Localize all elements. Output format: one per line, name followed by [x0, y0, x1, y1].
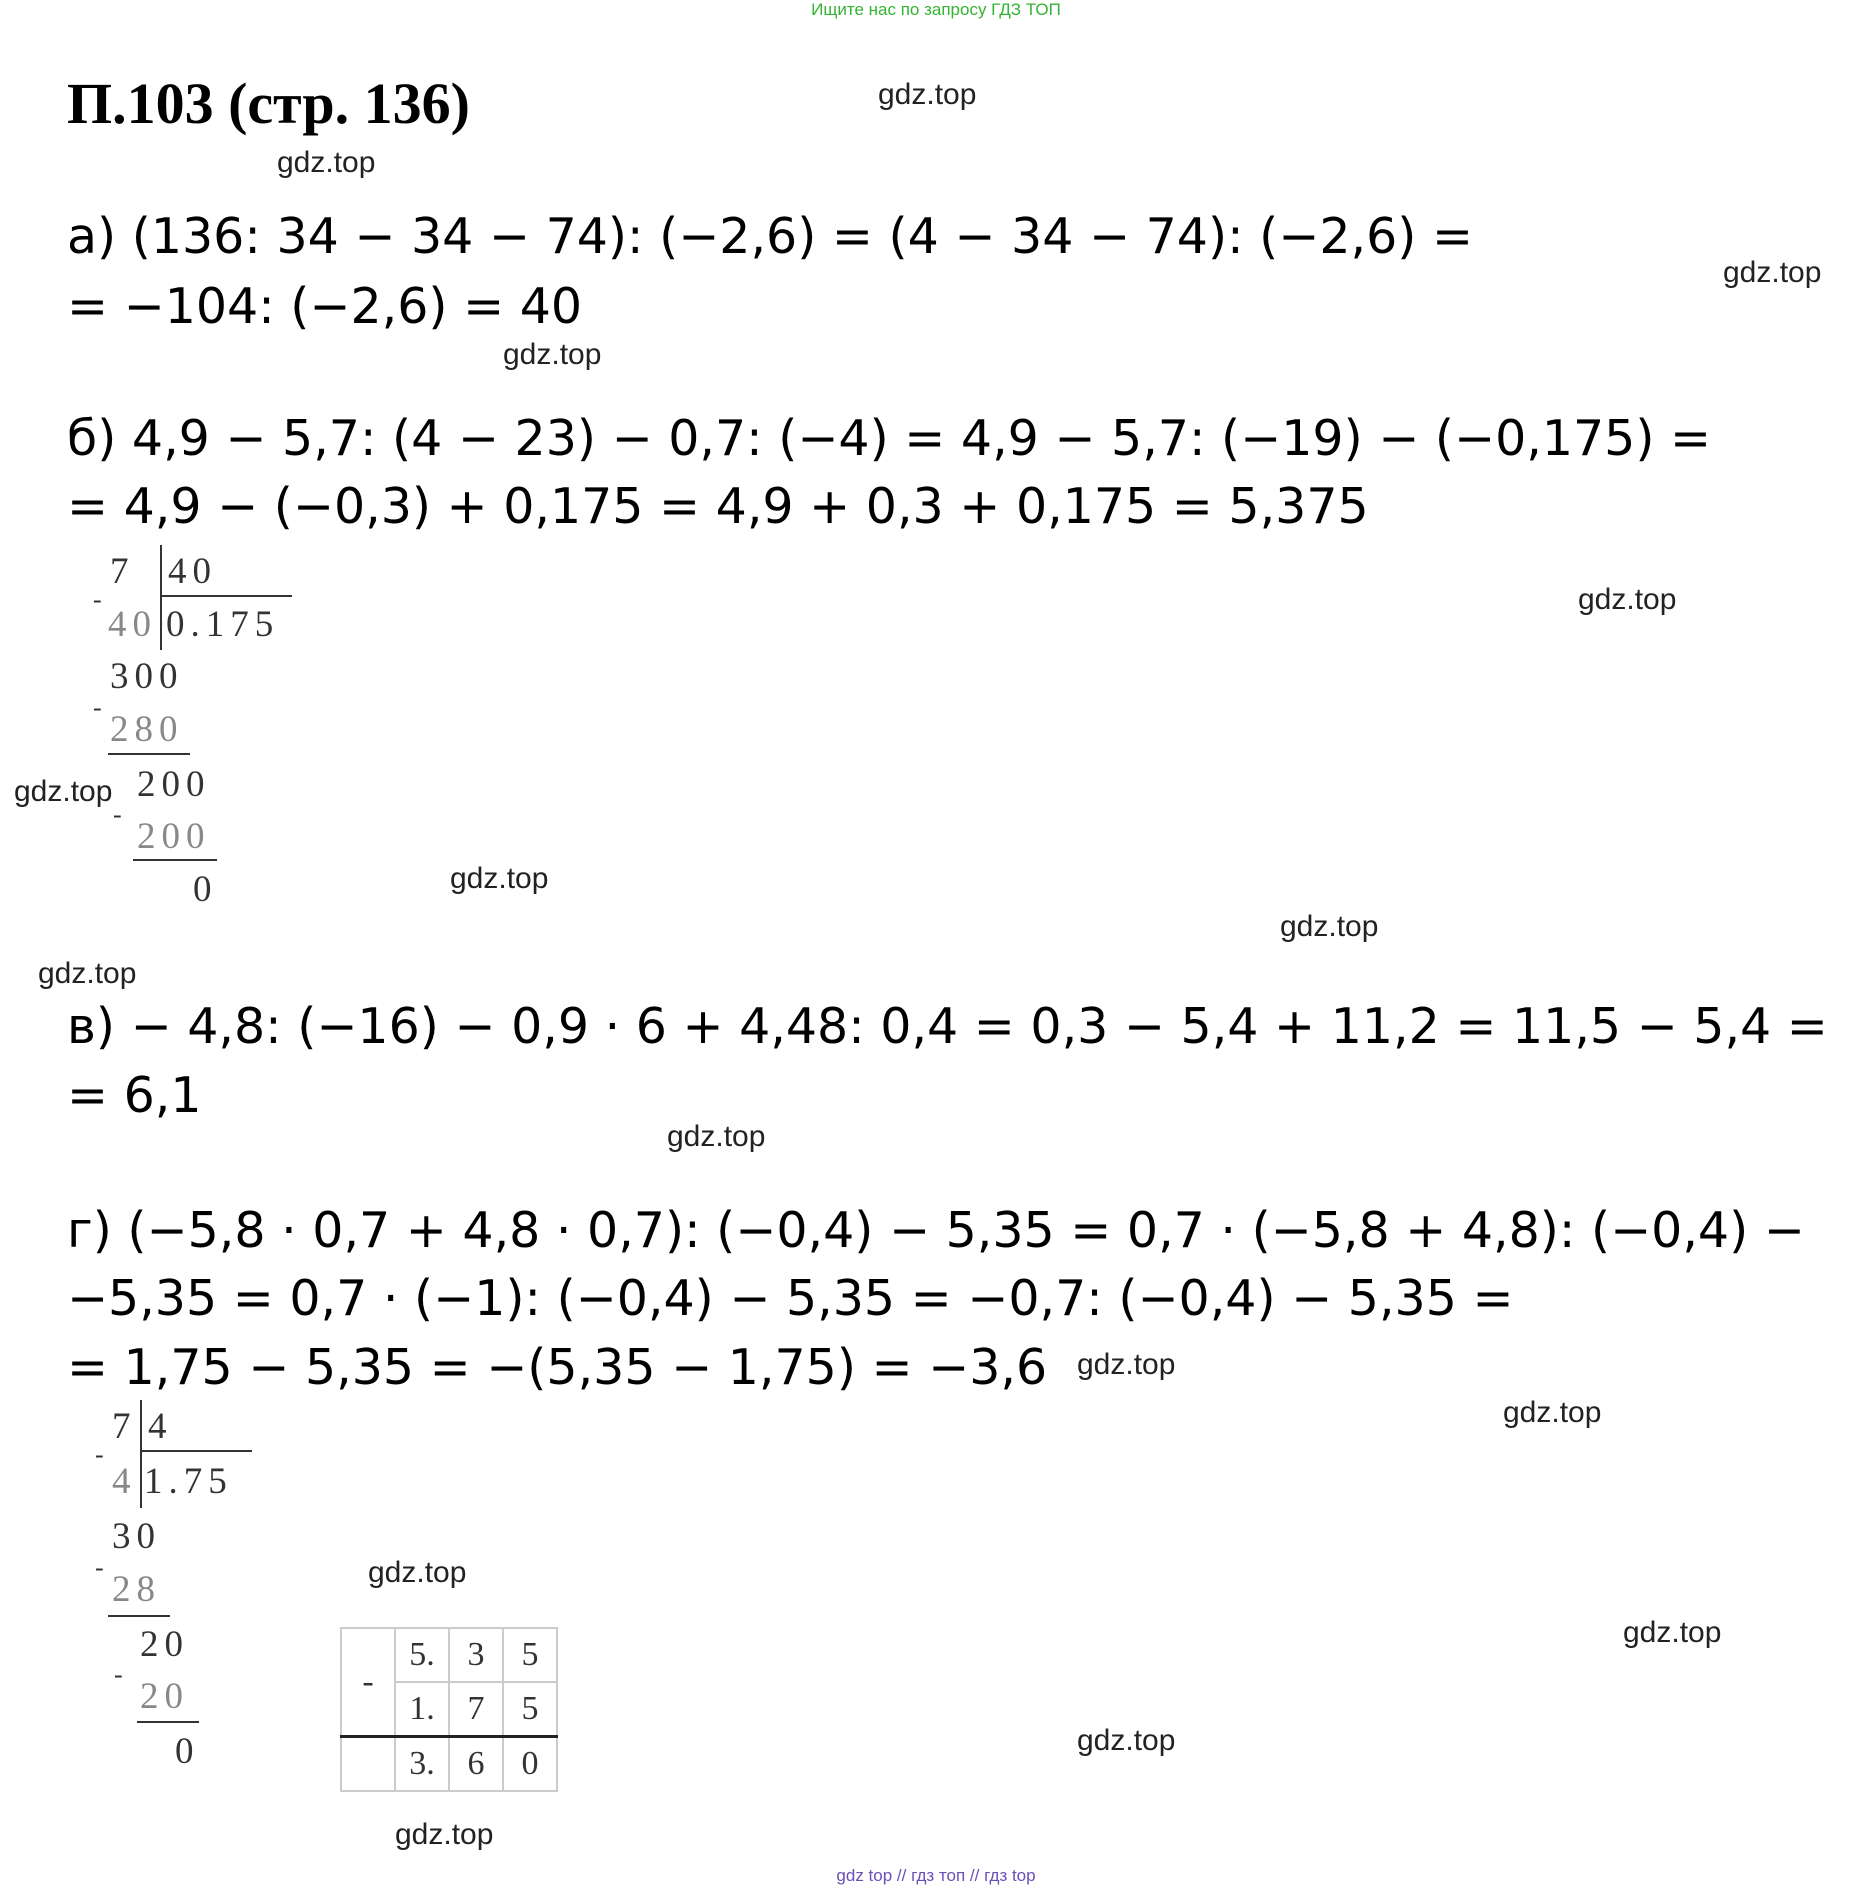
solution-v-line2: = 6,1 — [67, 1067, 202, 1124]
subtrahend: 28 — [112, 1569, 161, 1610]
page-title: П.103 (стр. 136) — [67, 71, 470, 136]
digit-cell: 1. — [395, 1682, 449, 1737]
subtrahend: 4 — [112, 1461, 137, 1502]
solution-a-line1: а) (136: 34 − 34 − 74): (−2,6) = (4 − 34 − 74): (−2,6) = — [67, 208, 1473, 265]
minus-sign: - — [114, 1660, 123, 1689]
digit-cell: 5 — [503, 1628, 557, 1682]
divisor: 4 — [148, 1406, 173, 1447]
watermark: gdz.top — [1077, 1724, 1176, 1757]
watermark: gdz.top — [1077, 1348, 1176, 1381]
watermark: gdz.top — [1578, 583, 1677, 616]
watermark: gdz.top — [1503, 1396, 1602, 1429]
empty-cell — [341, 1737, 395, 1792]
solution-g-line2: −5,35 = 0,7 · (−1): (−0,4) − 5,35 = −0,7: (−0,4) − 5,35 = — [67, 1270, 1514, 1327]
remainder: 0 — [193, 869, 218, 910]
divisor: 40 — [168, 551, 217, 592]
watermark: gdz.top — [1723, 256, 1822, 289]
division-bracket-vertical — [140, 1400, 142, 1508]
watermark: gdz.top — [503, 338, 602, 371]
digit-cell: 0 — [503, 1737, 557, 1792]
watermark: gdz.top — [14, 775, 113, 808]
watermark: gdz.top — [38, 957, 137, 990]
division-rule — [137, 1721, 199, 1723]
division-bracket-horizontal — [140, 1450, 252, 1452]
digit-cell: 3 — [449, 1628, 503, 1682]
remainder: 200 — [137, 764, 211, 805]
division-rule — [108, 1615, 170, 1617]
minus-sign: - — [95, 1553, 104, 1582]
remainder: 30 — [112, 1516, 161, 1557]
minus-sign: - — [93, 585, 102, 614]
solution-b-line2: = 4,9 − (−0,3) + 0,175 = 4,9 + 0,3 + 0,175 = 5,375 — [67, 478, 1369, 535]
subtrahend: 200 — [137, 816, 211, 857]
watermark: gdz.top — [368, 1556, 467, 1589]
watermark: gdz.top — [878, 78, 977, 111]
minus-sign: - — [95, 1440, 104, 1469]
solution-g-line3: = 1,75 − 5,35 = −(5,35 − 1,75) = −3,6 — [67, 1339, 1048, 1396]
column-subtraction-table — [340, 1627, 558, 1792]
minus-sign: - — [93, 693, 102, 722]
dividend: 7 — [110, 551, 135, 592]
quotient: 1.75 — [144, 1461, 233, 1502]
dividend: 7 — [112, 1406, 137, 1447]
division-rule — [133, 859, 217, 861]
digit-cell: 5. — [395, 1628, 449, 1682]
quotient: 0.175 — [166, 604, 280, 645]
digit-cell: 5 — [503, 1682, 557, 1737]
digit-cell: 7 — [449, 1682, 503, 1737]
solution-g-line1: г) (−5,8 · 0,7 + 4,8 · 0,7): (−0,4) − 5,35 = 0,7 · (−5,8 + 4,8): (−0,4) − — [67, 1202, 1805, 1259]
remainder: 0 — [175, 1731, 200, 1772]
division-rule — [108, 753, 190, 755]
digit-cell: 3. — [395, 1737, 449, 1792]
division-bracket-vertical — [160, 545, 162, 650]
remainder: 300 — [110, 656, 184, 697]
subtrahend: 40 — [108, 604, 157, 645]
solution-b-line1: б) 4,9 − 5,7: (4 − 23) − 0,7: (−4) = 4,9 − 5,7: (−19) − (−0,175) = — [67, 410, 1712, 467]
subtrahend: 20 — [140, 1676, 189, 1717]
watermark: gdz.top — [450, 862, 549, 895]
footer-links[interactable]: gdz top // гдз топ // гдз top — [836, 1866, 1036, 1885]
division-bracket-horizontal — [160, 595, 292, 597]
watermark: gdz.top — [1280, 910, 1379, 943]
watermark: gdz.top — [667, 1120, 766, 1153]
watermark: gdz.top — [1623, 1616, 1722, 1649]
watermark: gdz.top — [395, 1818, 494, 1851]
minus-sign: - — [341, 1628, 395, 1737]
digit-cell: 6 — [449, 1737, 503, 1792]
minus-sign: - — [113, 800, 122, 829]
solution-a-line2: = −104: (−2,6) = 40 — [67, 278, 583, 335]
top-banner[interactable]: Ищите нас по запросу ГДЗ ТОП — [811, 0, 1061, 19]
remainder: 20 — [140, 1624, 189, 1665]
watermark: gdz.top — [277, 146, 376, 179]
solution-v-line1: в) − 4,8: (−16) − 0,9 · 6 + 4,48: 0,4 = 0,3 − 5,4 + 11,2 = 11,5 − 5,4 = — [67, 998, 1828, 1055]
subtrahend: 280 — [110, 709, 184, 750]
